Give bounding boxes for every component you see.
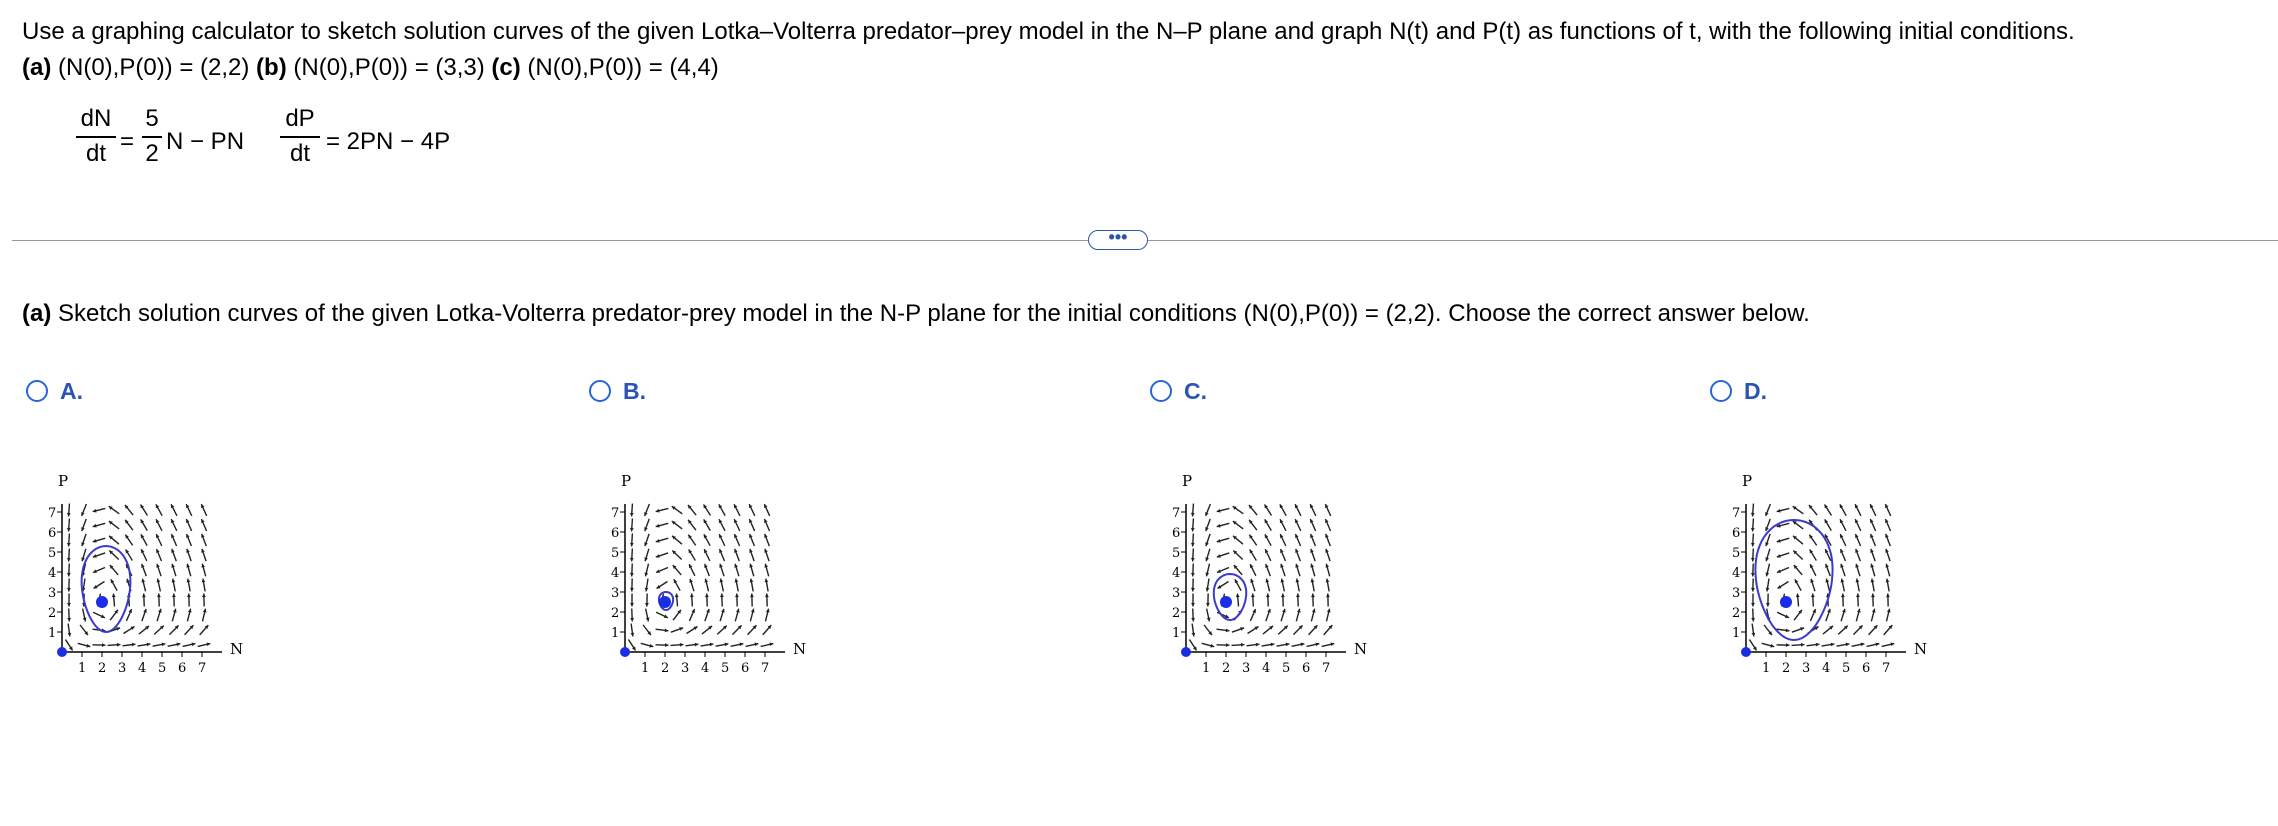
direction-arrow-head (1886, 594, 1890, 598)
dp-denominator: dt (289, 140, 310, 167)
question-text (22, 14, 2075, 86)
dn-dt-fraction (76, 106, 116, 167)
y-tick-label: 3 (611, 586, 620, 601)
direction-arrow-head (1871, 594, 1875, 598)
direction-arrow-head (1311, 594, 1315, 598)
direction-arrow-head (67, 513, 71, 517)
y-tick-label: 7 (1172, 506, 1181, 521)
direction-arrow-head (67, 618, 71, 622)
radio-button[interactable] (26, 380, 48, 402)
x-tick-label: 7 (1322, 661, 1331, 676)
direction-arrow-head (1856, 594, 1860, 598)
direction-arrow-head (117, 643, 121, 647)
direction-arrow-head (1191, 603, 1195, 607)
direction-arrow-head (630, 558, 634, 562)
option-label: C. (1184, 378, 1207, 404)
direction-arrow-head (1751, 513, 1755, 517)
x-tick-label: 2 (661, 661, 670, 676)
n-axis-label: N (230, 640, 244, 658)
y-tick-label: 2 (48, 606, 57, 621)
option-d[interactable] (1706, 376, 1966, 686)
p-axis-label: P (621, 472, 632, 490)
y-tick-label: 2 (1172, 606, 1181, 621)
direction-arrow-head (1191, 573, 1195, 577)
p-axis-label: P (1182, 472, 1193, 490)
y-tick-label: 4 (611, 566, 620, 581)
x-tick-label: 3 (1242, 661, 1251, 676)
dn-rhs: N − PN (166, 128, 245, 155)
x-tick-label: 4 (1822, 661, 1831, 676)
direction-arrow-head (67, 573, 71, 577)
x-tick-label: 7 (198, 661, 207, 676)
x-tick-label: 6 (1862, 661, 1871, 676)
cond-b-label: (b) (256, 54, 287, 81)
direction-arrow-head (1766, 603, 1770, 607)
direction-arrow-head (1206, 603, 1210, 607)
phase-plane-plot (585, 412, 845, 682)
origin-point (620, 647, 630, 657)
x-tick-label: 2 (98, 661, 107, 676)
direction-arrow-head (675, 594, 679, 598)
direction-arrow-head (102, 643, 106, 647)
x-tick-label: 3 (118, 661, 127, 676)
direction-arrow-head (67, 528, 71, 532)
direction-arrow-head (1751, 618, 1755, 622)
y-tick-label: 3 (48, 586, 57, 601)
origin-point (57, 647, 67, 657)
x-tick-label: 6 (178, 661, 187, 676)
dn-denominator: dt (85, 140, 106, 167)
direction-arrow-head (690, 594, 694, 598)
y-tick-label: 1 (611, 626, 620, 641)
question-intro: Use a graphing calculator to sketch solution curves of the given Lotka–Volterra predator–prey model in the N–P plane and graph N(t) and P(t) as functions of t, with the following initial conditions. (22, 18, 2075, 45)
x-tick-label: 4 (1262, 661, 1271, 676)
x-tick-label: 5 (158, 661, 167, 676)
option-c[interactable] (1146, 376, 1406, 686)
direction-arrow-head (1191, 513, 1195, 517)
n-axis-label: N (1914, 640, 1928, 658)
x-tick-label: 5 (721, 661, 730, 676)
direction-arrow-head (1751, 603, 1755, 607)
p-axis-label: P (58, 472, 69, 490)
direction-arrow-head (187, 594, 191, 598)
radio-button[interactable] (1150, 380, 1172, 402)
dp-rhs: = 2PN − 4P (326, 128, 451, 155)
equals-sign: = (120, 128, 135, 155)
direction-arrow-head (142, 594, 146, 598)
direction-arrow-head (1796, 594, 1800, 598)
x-tick-label: 1 (641, 661, 650, 676)
direction-arrow-head (67, 603, 71, 607)
option-a[interactable] (22, 376, 282, 686)
solution-curve (82, 546, 131, 632)
x-tick-label: 3 (1802, 661, 1811, 676)
direction-arrow-head (67, 543, 71, 547)
fraction-bar (76, 136, 116, 138)
cond-a-label: (a) (22, 54, 52, 81)
option-label: A. (60, 378, 83, 404)
y-tick-label: 4 (1732, 566, 1741, 581)
y-tick-label: 7 (611, 506, 620, 521)
y-tick-label: 1 (1732, 626, 1741, 641)
x-tick-label: 1 (1202, 661, 1211, 676)
direction-arrow-head (680, 643, 684, 647)
x-tick-label: 7 (1882, 661, 1891, 676)
phase-plane-plot (1706, 412, 1966, 682)
y-tick-label: 3 (1732, 586, 1741, 601)
y-tick-label: 1 (48, 626, 57, 641)
direction-arrow-head (1266, 594, 1270, 598)
n-axis-label: N (793, 640, 807, 658)
direction-arrow-head (705, 594, 709, 598)
y-tick-label: 6 (1732, 526, 1741, 541)
fraction-bar (142, 136, 162, 138)
direction-arrow-head (630, 588, 634, 592)
x-tick-label: 6 (741, 661, 750, 676)
x-tick-label: 5 (1842, 661, 1851, 676)
y-tick-label: 2 (611, 606, 620, 621)
y-tick-label: 6 (611, 526, 620, 541)
direction-arrow-head (1191, 558, 1195, 562)
direction-arrow-head (720, 594, 724, 598)
x-tick-label: 5 (1282, 661, 1291, 676)
y-tick-label: 3 (1172, 586, 1181, 601)
y-tick-label: 4 (1172, 566, 1181, 581)
x-tick-label: 6 (1302, 661, 1311, 676)
equilibrium-point (96, 596, 108, 608)
direction-arrow-head (735, 594, 739, 598)
direction-arrow-head (1811, 594, 1815, 598)
direction-arrow-head (750, 594, 754, 598)
direction-arrow-head (1191, 528, 1195, 532)
direction-arrow-head (172, 594, 176, 598)
direction-arrow-head (67, 558, 71, 562)
direction-arrow-head (1281, 594, 1285, 598)
direction-arrow-head (1751, 558, 1755, 562)
option-b[interactable] (585, 376, 845, 686)
option-label: B. (623, 378, 646, 404)
origin-point (1741, 647, 1751, 657)
equilibrium-point (1220, 596, 1232, 608)
direction-arrow-head (630, 543, 634, 547)
y-tick-label: 5 (611, 546, 620, 561)
direction-arrow-head (1751, 588, 1755, 592)
direction-arrow-head (1226, 643, 1230, 647)
direction-arrow-head (1236, 594, 1240, 598)
expand-more-button[interactable]: ••• (1088, 230, 1148, 250)
direction-arrow-head (1241, 643, 1245, 647)
direction-arrow-head (1786, 643, 1790, 647)
direction-arrow-head (630, 573, 634, 577)
y-tick-label: 5 (48, 546, 57, 561)
phase-plane-plot (22, 412, 282, 682)
coef-numerator: 5 (145, 105, 159, 132)
y-tick-label: 7 (48, 506, 57, 521)
y-tick-label: 6 (1172, 526, 1181, 541)
direction-arrow-head (1326, 594, 1330, 598)
option-label: D. (1744, 378, 1767, 404)
dn-numerator: dN (80, 105, 112, 132)
y-tick-label: 7 (1732, 506, 1741, 521)
part-a-text: Sketch solution curves of the given Lotka-Volterra predator-prey model in the N-P plane for the initial conditions (N(0),P(0)) = (2,2). Choose the correct answer below. (58, 300, 1810, 327)
direction-arrow-head (1751, 528, 1755, 532)
y-tick-label: 6 (48, 526, 57, 541)
direction-arrow-head (765, 594, 769, 598)
direction-arrow-head (630, 618, 634, 622)
direction-arrow-head (630, 513, 634, 517)
direction-arrow-head (1251, 594, 1255, 598)
direction-arrow-head (1191, 618, 1195, 622)
radio-button[interactable] (589, 380, 611, 402)
direction-arrow-head (665, 643, 669, 647)
direction-arrow-head (1191, 543, 1195, 547)
x-tick-label: 4 (138, 661, 147, 676)
y-tick-label: 1 (1172, 626, 1181, 641)
coef-denominator: 2 (145, 140, 159, 167)
direction-arrow-head (202, 594, 206, 598)
y-tick-label: 5 (1732, 546, 1741, 561)
y-tick-label: 2 (1732, 606, 1741, 621)
direction-arrow-head (1191, 588, 1195, 592)
direction-arrow-head (1801, 643, 1805, 647)
part-a-prompt (22, 297, 1810, 331)
part-a-label: (a) (22, 300, 52, 327)
direction-arrow-head (645, 603, 649, 607)
direction-arrow-head (1751, 573, 1755, 577)
initial-conditions-line (22, 50, 2075, 86)
direction-arrow-head (630, 603, 634, 607)
direction-arrow-head (112, 594, 116, 598)
cond-b-value: (N(0),P(0)) = (3,3) (293, 54, 485, 81)
x-tick-label: 2 (1782, 661, 1791, 676)
origin-point (1181, 647, 1191, 657)
cond-a-value: (N(0),P(0)) = (2,2) (58, 54, 250, 81)
cond-c-label: (c) (491, 54, 521, 81)
y-tick-label: 5 (1172, 546, 1181, 561)
x-tick-label: 7 (761, 661, 770, 676)
cond-c-value: (N(0),P(0)) = (4,4) (527, 54, 719, 81)
equilibrium-point (659, 596, 671, 608)
direction-arrow-head (1841, 594, 1845, 598)
phase-plane-plot (1146, 412, 1406, 682)
radio-button[interactable] (1710, 380, 1732, 402)
direction-arrow-head (1296, 594, 1300, 598)
equilibrium-point (1780, 596, 1792, 608)
x-tick-label: 3 (681, 661, 690, 676)
dp-dt-fraction (280, 106, 320, 167)
coefficient-fraction (142, 106, 162, 167)
dp-numerator: dP (285, 105, 315, 132)
direction-arrow-head (157, 594, 161, 598)
y-tick-label: 4 (48, 566, 57, 581)
fraction-bar (280, 136, 320, 138)
x-tick-label: 2 (1222, 661, 1231, 676)
p-axis-label: P (1742, 472, 1753, 490)
x-tick-label: 1 (78, 661, 87, 676)
direction-arrow-head (67, 588, 71, 592)
direction-arrow-head (630, 528, 634, 532)
n-axis-label: N (1354, 640, 1368, 658)
x-tick-label: 4 (701, 661, 710, 676)
x-tick-label: 1 (1762, 661, 1771, 676)
direction-arrow-head (1751, 543, 1755, 547)
